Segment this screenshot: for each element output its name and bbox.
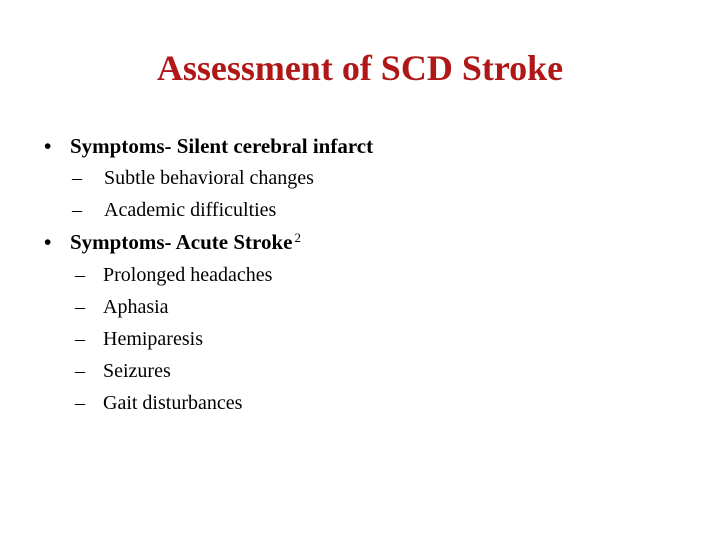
sub-item-text: Aphasia [103,296,169,318]
dash-mark: – [72,199,82,221]
bullet-heading: Symptoms- Silent cerebral infarct [70,134,374,158]
sub-item-text: Seizures [103,360,171,382]
bullet-mark: • [44,230,52,254]
sub-item-text: Hemiparesis [103,328,203,350]
bullet-mark: • [44,134,52,158]
sub-item-text: Subtle behavioral changes [104,167,314,189]
dash-mark: – [75,392,85,414]
dash-mark: – [72,167,82,189]
citation-superscript: 2 [294,230,301,245]
sub-item-text: Prolonged headaches [103,264,273,286]
sub-item-text: Gait disturbances [103,392,243,414]
bullet-symptoms-acute [44,229,301,255]
dash-mark: – [75,264,85,286]
slide-title: Assessment of SCD Stroke [156,48,564,88]
bullet-symptoms-silent [44,133,373,159]
dash-mark: – [75,360,85,382]
sub-item-text: Academic difficulties [104,199,277,221]
dash-mark: – [75,296,85,318]
dash-mark: – [75,328,85,350]
bullet-heading: Symptoms- Acute Stroke [70,230,293,254]
